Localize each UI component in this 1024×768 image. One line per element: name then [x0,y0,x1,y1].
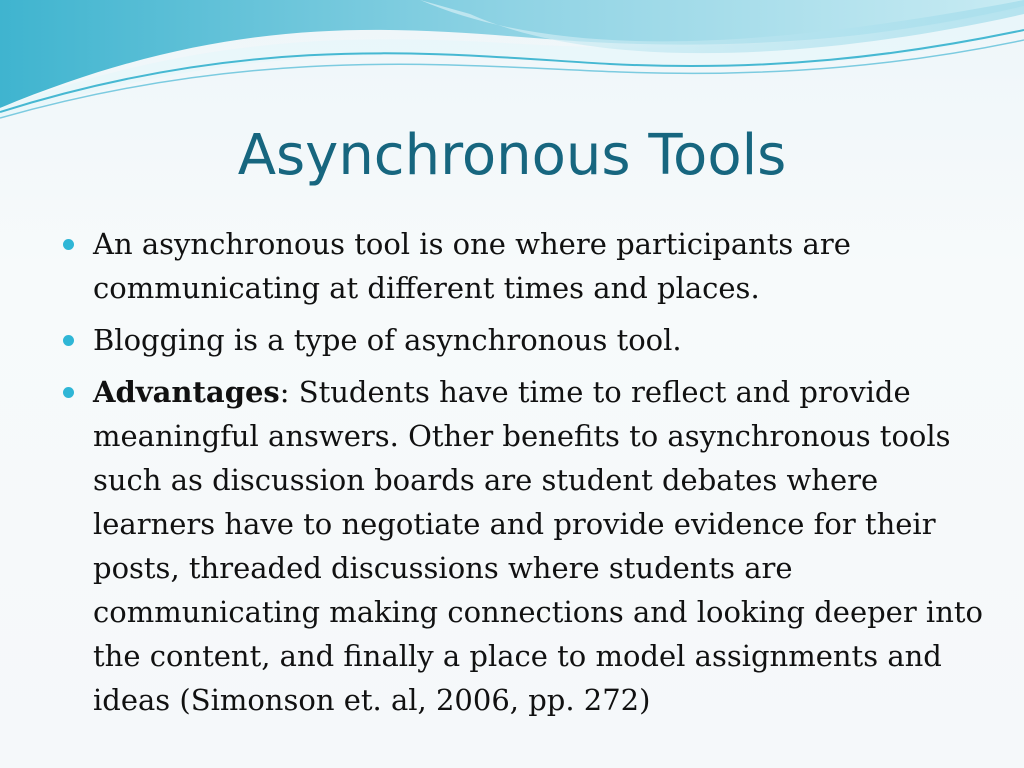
decorative-wave-header [0,0,1024,130]
bullet-text: : Students have time to reflect and provide meaningful answers. Other benefits to asynchronous tools such as discussion boards are student debates where learners have to negotiate and provide evidence for their posts, threaded discussions where students are communicating making connections and looking deeper into the content, and finally a place to model assignments and ideas (Simonson et. al, 2006, pp. 272) [93,375,983,717]
bullet-list [60,222,990,730]
bullet-text: Blogging is a type of asynchronous tool. [93,323,682,357]
bullet-item-advantages [60,370,990,722]
bullet-dot-icon [63,239,74,250]
bullet-item-blogging [60,318,990,362]
bullet-dot-icon [63,335,74,346]
slide-title: Asynchronous Tools [237,123,787,188]
bullet-text: An asynchronous tool is one where participants are communicating at different times and places. [93,227,851,305]
bullet-dot-icon [63,387,74,398]
bullet-lead-advantages: Advantages [93,375,280,409]
bullet-item-definition [60,222,990,310]
